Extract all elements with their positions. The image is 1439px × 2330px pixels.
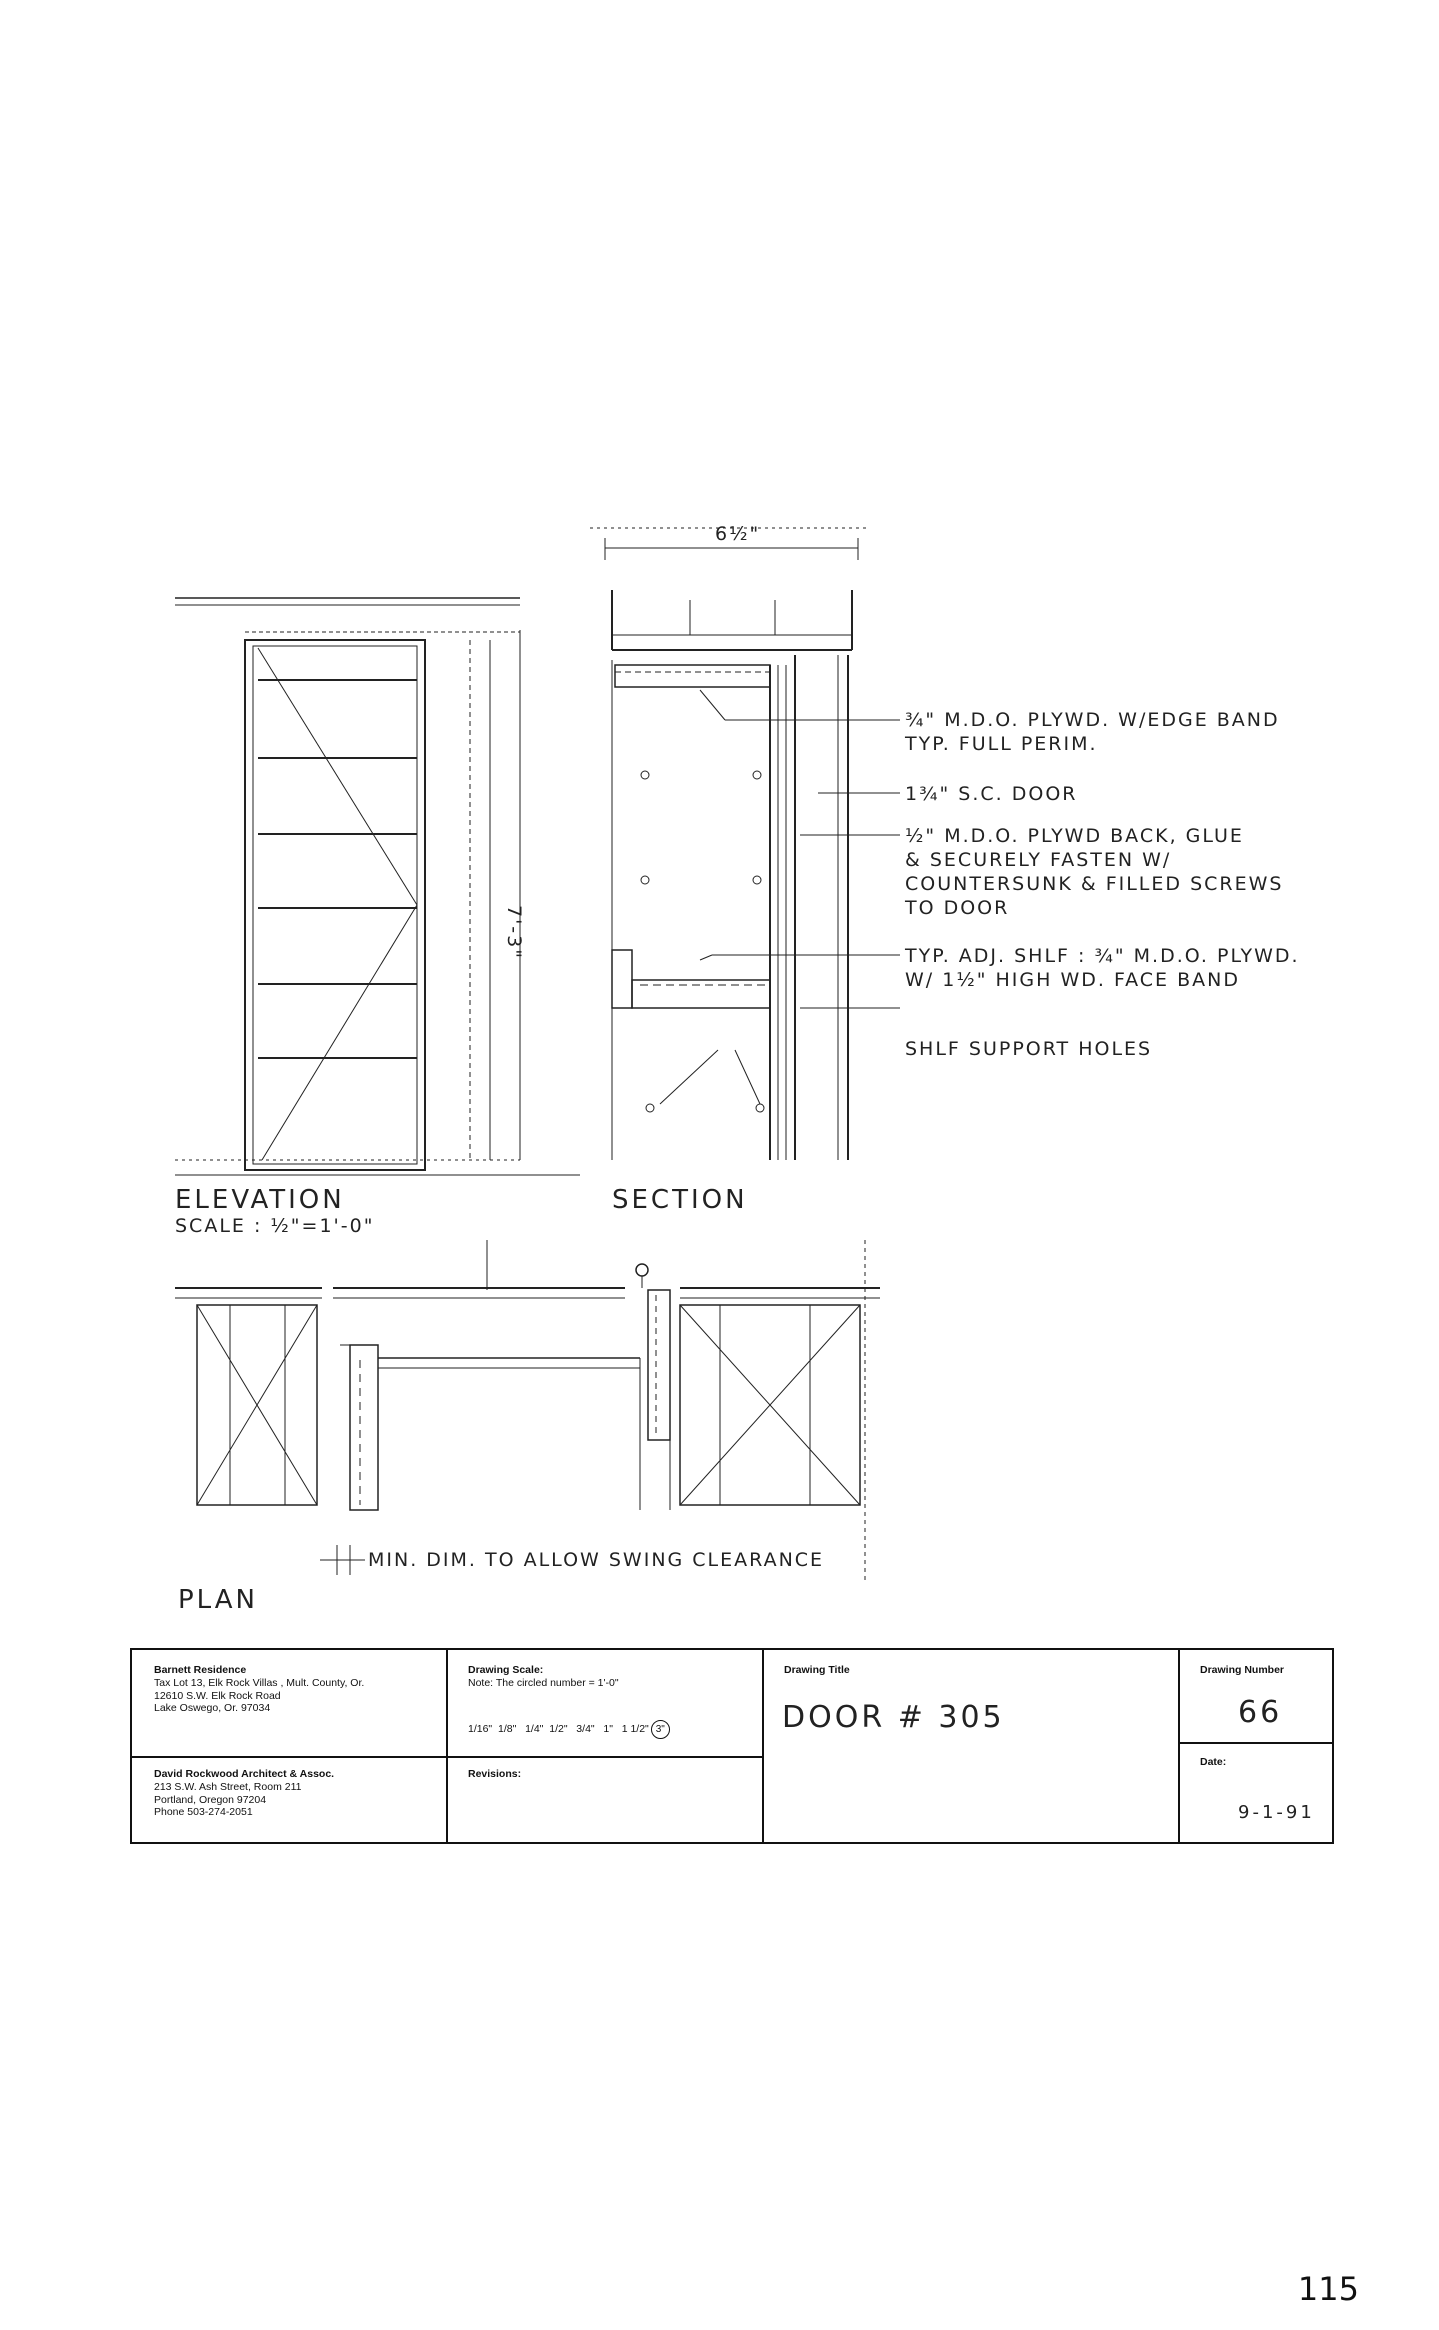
project-column — [132, 1650, 448, 1842]
drawing-title-label: Drawing Title — [784, 1664, 850, 1676]
section-title: SECTION — [612, 1185, 748, 1215]
page-number: 115 — [1297, 2270, 1359, 2308]
title-block — [130, 1648, 1334, 1844]
note-face-panel-line1: ¾" M.D.O. PLYWD. W/EDGE BAND — [905, 709, 1280, 731]
drawing-number-value: 66 — [1238, 1695, 1283, 1730]
top-dimension: 6½" — [715, 523, 761, 545]
divider — [448, 1756, 762, 1758]
scale-column — [448, 1650, 764, 1842]
scale-circled: 3" — [651, 1720, 670, 1739]
scale-options-text: 1/16" 1/8" 1/4" 1/2" 3/4" 1" 1 1/2" — [468, 1723, 649, 1735]
project-name: Barnett Residence — [154, 1664, 247, 1676]
project-address: Tax Lot 13, Elk Rock Villas , Mult. County, Or. 12610 S.W. Elk Rock Road Lake Oswego, Or. 97034 — [154, 1677, 365, 1714]
elevation-view — [175, 598, 580, 1175]
note-shelf-line2: W/ 1½" HIGH WD. FACE BAND — [905, 969, 1240, 991]
note-shelf-line1: TYP. ADJ. SHLF : ¾" M.D.O. PLYWD. — [905, 945, 1300, 967]
title-column — [764, 1650, 1180, 1842]
note-face-panel-line2: TYP. FULL PERIM. — [905, 733, 1098, 755]
drawing-number-label: Drawing Number — [1200, 1664, 1285, 1676]
note-support-holes: SHLF SUPPORT HOLES — [905, 1038, 1153, 1060]
note-back-line1: ½" M.D.O. PLYWD BACK, GLUE — [905, 825, 1244, 847]
note-back-line4: TO DOOR — [905, 897, 1010, 919]
note-door: 1¾" S.C. DOOR — [905, 783, 1078, 805]
elevation-title: ELEVATION — [175, 1185, 345, 1215]
divider — [1180, 1742, 1332, 1744]
plan-view — [175, 1240, 880, 1580]
scale-options — [468, 1720, 670, 1739]
scale-note: Note: The circled number = 1'-0" — [468, 1677, 619, 1689]
section-view — [590, 528, 900, 1160]
divider — [132, 1756, 446, 1758]
scale-label: Drawing Scale: — [468, 1664, 544, 1676]
architect-name: David Rockwood Architect & Assoc. — [154, 1768, 335, 1780]
date-label: Date: — [1200, 1756, 1227, 1768]
height-dimension: 7'-3" — [503, 905, 525, 960]
elevation-scale: SCALE : ½"=1'-0" — [175, 1215, 375, 1237]
note-back-line2: & SECURELY FASTEN W/ — [905, 849, 1172, 871]
number-column — [1180, 1650, 1332, 1842]
plan-title: PLAN — [178, 1585, 258, 1615]
revisions-label: Revisions: — [468, 1768, 522, 1780]
note-swing-clearance: MIN. DIM. TO ALLOW SWING CLEARANCE — [368, 1549, 825, 1571]
drawing-title-value: DOOR # 305 — [782, 1700, 1005, 1735]
architect-address: 213 S.W. Ash Street, Room 211 Portland, Oregon 97204 Phone 503-274-2051 — [154, 1781, 302, 1818]
date-value: 9-1-91 — [1238, 1802, 1315, 1823]
note-back-line3: COUNTERSUNK & FILLED SCREWS — [905, 873, 1284, 895]
